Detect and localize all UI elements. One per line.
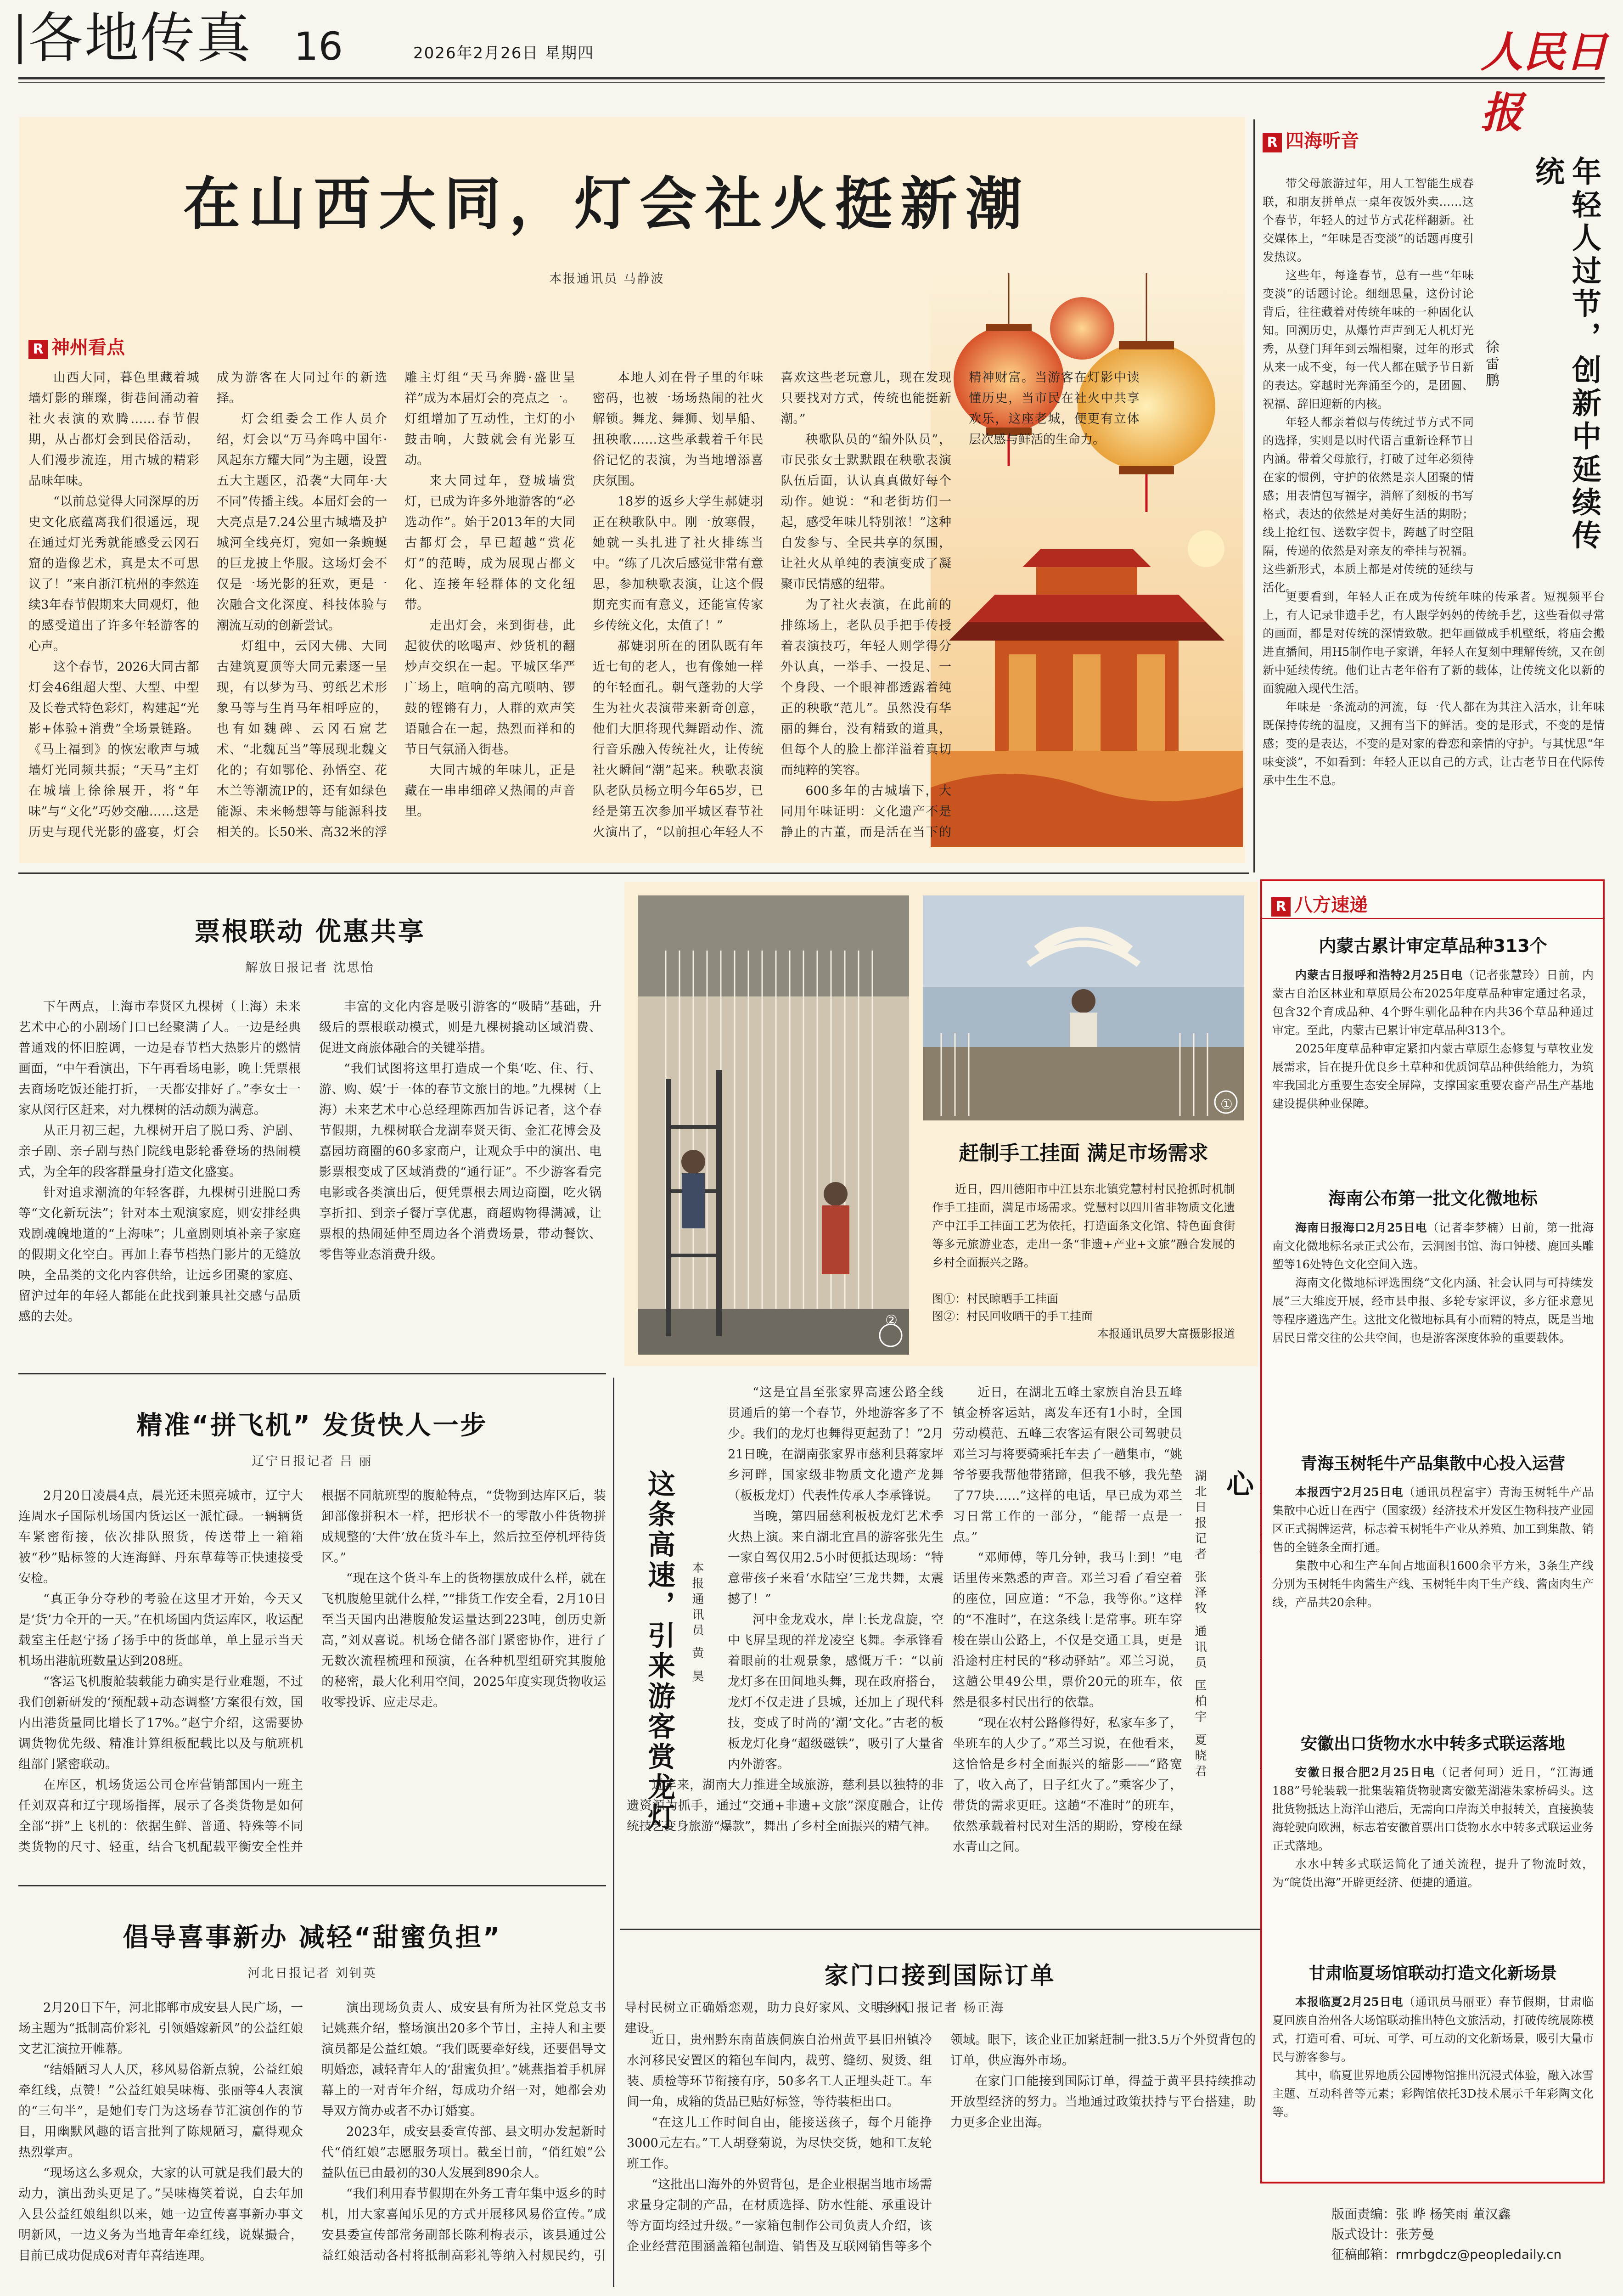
- piaogen-paragraph: 丰富的文化内容是吸引游客的“吸睛”基础，升级后的票根联动模式，则是九棵树撬动区域消费、促进文商旅体融合的关键举措。: [319, 1000, 601, 1055]
- gaosu-paragraph: 河中金龙戏水，岸上长龙盘旋，空中飞屏呈现的祥龙凌空飞舞。李承锋看着眼前的壮观景象，感慨万千：“以前龙灯多在田间地头舞，现在政府搭台，龙灯不仅走进了县城，还加上了现代科技，变成了时尚的‘潮’文化。”古老的板板龙灯化身“超级磁铁”，吸引了大量省内外游客。: [728, 1613, 943, 1772]
- bafang-item-text: 海南日报海口2月25日电（记者李梦楠）日前，第一批海南文化微地标名录正式公布，云洞图书馆、海口钟楼、鹿回头雕塑等16处特色文化空间入选。: [1272, 1221, 1594, 1271]
- piaogen-headline: 票根联动 优惠共享: [194, 917, 426, 947]
- lead-paragraph: 走出灯会，来到街巷，此起彼伏的吆喝声、炒货机的翻炒声交织在一起。平城区华严广场上，喧响的高亢唢呐、锣鼓的铿锵有力，人群的欢声笑语融合在一起，热烈而祥和的节日气氛涌入街巷。: [404, 619, 575, 757]
- lead-paragraph: 来大同过年，登城墙赏灯，已成为许多外地游客的“必选动作”。始于2013年的大同古都灯会，早已超越“赏花灯”的范畴，成为展现古都文化、连接年轻群体的文化纽带。: [404, 474, 575, 612]
- changdao-paragraph: 2月20日下午，河北邯郸市成安县人民广场，一场主题为“抵制高价彩礼 引领婚嫁新风”的公益红娘文艺汇演拉开帷幕。: [18, 2001, 303, 2056]
- footer-credits: [1331, 2204, 1561, 2265]
- photo-noodle-drying: [638, 895, 909, 1355]
- bafang-item-text2: 2025年度草品种审定紧扣内蒙古草原生态修复与草牧业发展需求，旨在提升优良乡土草种和优质饲草品种供给能力，为筑牢我国北方重要生态安全屏障，支撑国家重要农畜产品生产基地建设提供种业保障。: [1272, 1042, 1594, 1110]
- changdao-byline: 河北日报记者 刘钊英: [247, 1966, 377, 1981]
- column-r-icon: R: [28, 340, 48, 359]
- sihai-paragraph: 带父母旅游过年，用人工智能生成春联，和朋友拼单点一桌年夜饭外卖……这个春节，年轻人的过节方式花样翻新。社交媒体上，“年味是否变淡”的话题再度引发热议。: [1263, 177, 1474, 264]
- jiamen-headline: 家门口接到国际订单: [824, 1962, 1056, 1990]
- lead-paragraph: 灯组中，云冈大佛、大同古建筑夏顶等大同元素逐一呈现，有以梦为马、剪纸艺术形象马等与生肖马年相呼应的，也有如魏碑、云冈石窟艺术、“北魏瓦当”等展现北魏文化的；有如鄂伦、孙悟空、花木兰等潮流IP的，还有如绿色能源、未来畅想等与能源科技相关的。长50米、高32米的浮雕主灯组“天马奔腾·盛世呈祥”成为本届灯会的亮点之一。灯组增加了互动性，主灯的小鼓击响，大鼓就会有光影互动。: [216, 371, 575, 839]
- lead-paragraph: 灯会组委会工作人员介绍，灯会以“万马奔鸣中国年·风起东方耀大同”为主题，设置五大主题区，沿袭“大同年·大不同”传播主线。本届灯会的一大亮点是7.24公里古城墙及护城河全线亮灯，宛如一条蜿蜒的巨龙披上华服。这场灯会不仅是一场光影的狂欢，更是一次融合文化深度、科技体验与潮流互动的创新尝试。: [216, 412, 387, 633]
- section-divider: [18, 872, 1249, 874]
- bafang-box: [1260, 879, 1605, 2183]
- column-r-icon: R: [1263, 133, 1282, 152]
- bafang-item-text: 安徽日报合肥2月25日电（记者何珂）近日，“江海通188”号轮装载一批集装箱货物驶离安徽芜湖港朱家桥码头。这批货物抵达上海洋山港后，无需向口岸海关申报转关，直接换装海轮驶向欧洲，标志着安徽首票出口货物水水中转多式联运业务正式落地。: [1272, 1766, 1594, 1852]
- lead-story: [19, 117, 1245, 863]
- piaogen-paragraph: 针对追求潮流的年轻客群，九棵树引进脱口秀等“文化新玩法”；针对本土观演家庭，则安排经典戏剧魂魄地道的“上海味”；儿童剧则填补亲子家庭的假期文化空白。再加上春节档热门影片的无缝放映，全品类的文化内容供给，让远乡团聚的家庭、留沪过年的年轻人都能在此找到兼具社交感与品质感的去处。: [18, 1186, 301, 1324]
- photo-caption: 近日，四川德阳市中江县东北镇党慧村村民抢抓时机制作手工挂面，满足市场需求。党慧村以四川省非物质文化遗产中江手工挂面工艺为依托，打造面条文化馆、特色面食街等多元旅游业态，走出一条“非遗+产业+文旅”融合发展的乡村全面振兴之路。: [932, 1182, 1235, 1269]
- bafang-item-text: 本报临夏2月25日电（通讯员马丽亚）春节假期，甘肃临夏回族自治州各大场馆联动推出特色文旅活动，打破传统展陈模式，打造可看、可玩、可学、可互动的文化新场景，吸引大量市民与游客参与。: [1272, 1995, 1594, 2064]
- photo-badge-1: ①: [1220, 1097, 1233, 1113]
- piaogen-paragraph: “我们试图将这里打造成一个集‘吃、住、行、游、购、娱’于一体的春节文旅目的地。”九棵树（上海）未来艺术中心总经理陈西加告诉记者，这个春节假期，九棵树联合龙湖奉贤天街、金汇花博会及嘉园坊商圈的60多家商户，让观众手中的演出、电影票根变成了区域消费的“通行证”。不少游客看完电影或各类演出后，便凭票根去周边商圈，吃火锅享折扣、到亲子餐厅享优惠，商超购物得满减，让票根的热闹延伸至周边各个消费场景，带动餐饮、零售等业态消费升级。: [319, 1062, 601, 1262]
- photo-fig1: 图①：村民晾晒手工挂面: [932, 1292, 1059, 1306]
- header-rule-thin: [18, 82, 1605, 83]
- sihai-paragraph: 年轻人都亲着似与传统过节方式不同的选择，实则是以时代语言重新诠释节日内涵。带着父母旅行，打破了过年必须待在家的惯例，守护的依然是亲人团聚的情感；用表情包写福字，消解了刻板的书写格式，表达的依然是对美好生活的期盼；线上抢红包、送数字贺卡，跨越了时空阻隔，传递的依然是对亲友的牵挂与祝福。这些新形式，本质上都是对传统的延续与活化。: [1263, 416, 1474, 594]
- photo-badge-2: ②: [885, 1312, 898, 1328]
- lead-paragraph: 为了社火表演，在此前的排练场上，老队员手把手传授着表演技巧，年轻人则学得分外认真，一举手、一投足、一个身段、一个眼神都透露着纯正的秧歌“范儿”。虽然没有华丽的舞台，没有精致的道具，但每个人的脸上都洋溢着真切而纯粹的笑容。: [781, 598, 951, 777]
- gaosu-paragraph: “这是宜昌至张家界高速公路全线贯通后的第一个春节，外地游客多了不少。我们的龙灯也舞得更起劲了！”2月21日晚，在湖南张家界市慈利县蒋家坪乡河畔，国家级非物质文化遗产龙舞（板板龙灯）代表性传承人李承锋说。: [728, 1385, 943, 1503]
- sihai-paragraph: 这些年，每逢春节，总有一些“年味变淡”的话题讨论。细细思量，这份讨论背后，往往藏着对传统年味的一种固化认知。回溯历史，从爆竹声声到无人机灯光秀，从登门拜年到云端相聚，过年的形式从来一成不变，每一代人都在赋予节日新的表达。穿越时光奔涌至今的，是团圆、祝福、辞旧迎新的内核。: [1263, 269, 1474, 411]
- column-divider: [1253, 119, 1255, 872]
- jiamen-body: [627, 2030, 1256, 2287]
- newspaper-logo: 人民日报: [1481, 27, 1608, 137]
- banche-paragraph: “现在农村公路修得好，私家车多了，坐班车的人少了。”邓兰习说，在他看来，这恰恰是乡村全面振兴的缩影——“路宽了，收入高了，日子红火了。”乘客少了，带货的需求更旺。这趟“不准时”的班车，依然承载着村民对生活的期盼，穿梭在绿水青山之间。: [953, 1716, 1182, 1854]
- section-title: 各地传真: [28, 6, 253, 70]
- lead-paragraph: 600多年的古城墙下，大同用年味证明：文化遗产不是静止的古董，而是活在当下的精神财富。当游客在灯影中读懂历史，当市民在社火中共享欢乐，这座老城，便更有立体层次感与鲜活的生命力。: [781, 371, 1140, 839]
- changdao-paragraph: 演出现场负责人、成安县有所为社区党总支书记姚燕介绍，整场演出20多个节目，主持人和主要演员都是公益红娘。“我们既要牵好线，还要倡导文明婚恋，减轻青年人的‘甜蜜负担’。”姚燕指着手机屏幕上的一对青年介绍，每成功介绍一对，她都会劝导双方简办或者不办订婚宴。: [321, 2001, 606, 2118]
- photo-noodle-tossing: [923, 895, 1244, 1120]
- lead-paragraph: 郝婕羽所在的团队既有年近七旬的老人，也有像她一样的年轻面孔。朝气蓬勃的大学生为社火表演带来新奇创意，他们大胆将现代舞蹈动作、流行音乐融入传统社火，让传统社火瞬间“潮”起来。秧歌表演队老队员杨立明今年65岁，已经是第五次参加平城区春节社火演出了，“以前担心年轻人不喜欢这些老玩意儿，现在发现只要找对方式，传统也能挺新潮。”: [592, 371, 951, 839]
- banche-headline: 心: [1222, 1469, 1254, 1500]
- section-bar: [18, 14, 22, 64]
- lead-headline: 在山西大同，灯会社火挺新潮: [183, 171, 1031, 237]
- sihai-body-top: [1263, 174, 1474, 594]
- changdao-paragraph: “结婚陋习人人厌，移风易俗新点貌，公益红娘牵红线，点赞！”公益红娘吴味梅、张丽等4人表演的“三句半”，是她们专门为这场春节汇演创作的节目，用幽默风趣的语言批判了陈规陋习，赢得观众热烈掌声。: [18, 2063, 303, 2160]
- lead-paragraph: 大同古城的年味儿，正是藏在一串串细碎又热闹的声音里。: [404, 763, 575, 819]
- photo-headline: 赶制手工挂面 满足市场需求: [959, 1142, 1208, 1165]
- bafang-item-5: [1272, 1960, 1594, 2122]
- jiamen-paragraph: “这批出口海外的外贸背包，是企业根据当地市场需求量身定制的产品，在材质选择、防水性能、承重设计等方面均经过升级。”一家箱包制作公司负责人介绍，该企业经营范围涵盖箱包制造、销售及互联网销售等多个领域。眼下，该企业正加紧赶制一批3.5万个外贸背包的订单，供应海外市场。: [627, 2033, 1256, 2254]
- banche-paragraph: 近日，在湖北五峰土家族自治县五峰镇金桥客运站，离发车还有1小时，全国劳动模范、五峰三农客运有限公司驾驶员邓兰习与将要骑乘托车去了一趟集市，“姚爷爷要我帮他带猪蹄，但我不够，我先垫了77块……”这样的电话，早已成为邓兰习日常工作的一部分，“能帮一点是一点。”: [953, 1385, 1182, 1544]
- sihai-author: 徐雷鹏: [1483, 340, 1499, 389]
- lead-body: [28, 367, 1140, 854]
- page-number: 16: [294, 24, 343, 69]
- column-divider: [613, 1378, 614, 2287]
- section-divider: [18, 1885, 606, 1886]
- jiamen-byline: 贵州日报记者 杨正海: [875, 2001, 1005, 2015]
- jingzhun-paragraph: “真正争分夺秒的考验在这里才开始，今天又是‘货’力全开的一天。”在机场国内货运库区，收运配载室主任赵宁扬了扬手中的货邮单，单上显示当天机场出港航班数量达到208班。: [18, 1592, 303, 1668]
- lantern-illustration: [931, 273, 1243, 847]
- bafang-item-title: 安徽出口货物水水中转多式联运落地: [1300, 1734, 1565, 1753]
- section-divider: [18, 1373, 606, 1374]
- footer-email: 征稿邮箱：rmrbgdcz@peopledaily.cn: [1331, 2247, 1562, 2262]
- sihai-paragraph: 年味是一条流动的河流，每一代人都在为其注入活水，让年味既保持传统的温度，又拥有当下的鲜活。变的是形式，不变的是情感；变的是表达，不变的是对家的眷恋和亲情的守护。与其忧思“年味变淡”，不如看到：年轻人正以自己的方式，让古老节日在代际传承中生生不息。: [1263, 700, 1605, 787]
- bafang-item-4: [1272, 1731, 1594, 1892]
- lead-paragraph: 18岁的返乡大学生郝婕羽正在秧歌队中。刚一放寒假，她就一头扎进了社火排练当中。“练了几次后感觉非常有意思，参加秧歌表演，让这个假期充实而有意义，还能宣传家乡传统文化，太值了！”: [592, 495, 764, 633]
- banche-paragraph: “邓师傅，等几分钟，我马上到！”电话里传来熟悉的声音。邓兰习看了看空着的座位，回应道：“不急，我等你。”这样的“不准时”，在这条线上是常事。班车穿梭在崇山公路上，不仅是交通工具，更是沿途村庄村民的“移动驿站”。邓兰习说，这趟公里49公里，票价20元的班车，依然是很多村民出行的依靠。: [953, 1551, 1182, 1710]
- jingzhun-headline: 精准“拼飞机” 发货快人一步: [136, 1411, 488, 1441]
- bafang-item-text: 本报西宁2月25日电（通讯员程富宇）青海玉树牦牛产品集散中心近日在西宁（国家级）经济技术开发区生物科技产业园区正式揭牌运营，标志着玉树牦牛产业从养殖、加工到集散、销售的全链条全面打通。: [1272, 1486, 1594, 1554]
- gaosu-paragraph: 近年来，湖南大力推进全域旅游，慈利县以独特的非遗资源为抓手，通过“交通+非遗+文旅”深度融合，让传统技艺变身旅游“爆款”，舞出了乡村全面振兴的精气神。: [627, 1778, 943, 1834]
- banche-body: [953, 1382, 1182, 1910]
- jiamen-paragraph: “在这儿工作时间自由，能接送孩子，每个月能挣3000元左右。”工人胡登菊说，为尽快交货，她和工友轮班工作。: [627, 2116, 932, 2171]
- bafang-item-2: [1272, 1184, 1594, 1347]
- bafang-item-text: 内蒙古日报呼和浩特2月25日电（记者张慧玲）日前，内蒙古自治区林业和草原局公布2025年度草品种审定通过名录，包含32个育成品种、4个野生驯化品种在内共36个草品种通过审定。至此，内蒙古已累计审定草品种313个。: [1272, 968, 1594, 1037]
- sihai-headline: 年轻人过节，创新中延续传统: [1530, 156, 1601, 553]
- bafang-item-1: [1272, 932, 1594, 1113]
- jingzhun-paragraph: 在库区，机场货运公司仓库营销部国内一班主任刘双喜和辽宁现场指挥，展示了各类货物是如何全部“拼”上飞机的：依据生鲜、普通、特殊等不同类货物的尺寸、轻重，结合飞机配载平衡安全性并根据不同航班型的腹舱特点，“货物到达库区后，装卸部像拼积木一样，把形状不一的零散小件货物拼成规整的‘大件’放在货斗车上，然后拉至停机坪待货区。”: [18, 1489, 606, 1854]
- changdao-paragraph: “我们利用春节假期在外务工青年集中返乡的时机，用大家喜闻乐见的方式开展移风易俗宣传。”成安县委宣传部常务副部长陈利梅表示，该县通过公益红娘活动各村将抵制高彩礼等纳入村规民约，引导村民树立正确婚恋观，助力良好家风、文明乡风建设。: [321, 2001, 909, 2263]
- gaosu-body: [627, 1382, 943, 1910]
- piaogen-paragraph: 从正月初三起，九棵树开启了脱口秀、沪剧、亲子剧、亲子剧与热门院线电影轮番登场的热闹模式，为全年的段客群量身打造文化盛宴。: [18, 1124, 301, 1179]
- jiamen-paragraph: 近日，贵州黔东南苗族侗族自治州黄平县旧州镇冷水河移民安置区的箱包车间内，裁剪、缝纫、熨烫、组装、质检等环节衔接有序，50多名工人正埋头赶工。车间一角，成箱的货品已贴好标签，等待装柜出口。: [627, 2033, 932, 2109]
- footer-editor: 版面责编：张 晔 杨笑雨 董汉鑫: [1331, 2206, 1511, 2222]
- jingzhun-body: [18, 1486, 606, 1874]
- bafang-item-title: 内蒙古累计审定草品种313个: [1319, 936, 1547, 956]
- photo-feature: [624, 882, 1258, 1366]
- header-rule: [18, 77, 1605, 79]
- bafang-item-text2: 其中，临夏世界地质公园博物馆推出沉浸式体验，融入冰雪主题、互动科普等元素；彩陶馆依托3D技术展示千年彩陶文化等。: [1272, 2069, 1594, 2119]
- lead-paragraph: 这个春节，2026大同古都灯会46组超大型、大型、中型及长卷式特色彩灯，构建起“光影+体验+消费”全场景链路。《马上福到》的恢宏歌声与城墙灯光同频共振；“天马”主灯在城墙上徐徐展开，将“年味”与“文化”巧妙交融……这是历史与现代光影的盛宴，灯会成为游客在大同过年的新选择。: [28, 371, 387, 839]
- changdao-paragraph: 2023年，成安县委宣传部、县文明办发起新时代“俏红娘”志愿服务项目。截至目前，“俏红娘”公益队伍已由最初的30人发展到890余人。: [321, 2125, 606, 2180]
- lead-paragraph: 本地人刘在骨子里的年味密码，也被一场场热闹的社火解锁。舞龙、舞狮、划旱船、扭秧歌……这些承载着千年民俗记忆的表演，为当地增添喜庆氛围。: [592, 371, 764, 488]
- sihai-body-bottom: [1263, 588, 1605, 863]
- issue-date: 2026年2月26日 星期四: [413, 44, 595, 62]
- piaogen-byline: 解放日报记者 沈思怡: [245, 961, 375, 975]
- bafang-item-3: [1272, 1451, 1594, 1612]
- bafang-item-text2: 集散中心和生产车间占地面积1600余平方米，3条生产线分别为玉树牦牛肉酱生产线、玉树牦牛肉干生产线、酱卤肉生产线，产品共20余种。: [1272, 1559, 1594, 1609]
- changdao-paragraph: “现场这么多观众，大家的认可就是我们最大的动力，演出劲头更足了。”吴味梅笑着说，自去年加入县公益红娘组织以来，她一边宣传喜事新办事文明新风，一边义务为当地青年牵红线，说媒撮合，目前已成功促成6对青年喜结连理。: [18, 2166, 303, 2263]
- column-r-icon: R: [1271, 897, 1291, 917]
- jiamen-paragraph: 在家门口能接到国际订单，得益于黄平县持续推动开放型经济的努力。当地通过政策扶持与平台搭建，助力更多企业出海。: [950, 2074, 1256, 2130]
- jingzhun-paragraph: 2月20日凌晨4点，晨光还未照亮城市，辽宁大连周水子国际机场国内货运区一派忙碌。一辆辆货车紧密衔接，依次排队照货，传送带上一箱箱被“秒”贴标签的大连海鲜、丹东草莓等正快速接受安检。: [18, 1489, 303, 1586]
- bafang-rule: [1262, 918, 1603, 919]
- sihai-paragraph: 更要看到，年轻人正在成为传统年味的传承者。短视频平台上，有人记录非遗手艺，有人跟学妈妈的传统手艺，这些看似寻常的画面，都是对传统的深情致敬。把年画做成手机壁纸，将庙会搬进直播间，用H5制作电子家谱，年轻人在复刻中理解传统，又在创新中延续传统。他们让古老年俗有了新的载体，让传统文化以新的面貌融入现代生活。: [1263, 590, 1605, 695]
- gaosu-headline: 这条高速，引来游客赏龙灯: [643, 1469, 675, 1833]
- lead-paragraph: 秧歌队员的“编外队员”，市民张女士默默跟在秧歌表演队伍后面，认认真真做好每个动作。她说：“和老街坊们一起，感受年味儿特别浓！”这种自发参与、全民共享的氛围，让社火从单纯的表演变成了凝聚市民情感的纽带。: [781, 433, 951, 591]
- jingzhun-paragraph: “客运飞机腹舱装载能力确实是行业难题，不过我们创新研发的‘预配载+动态调整’方案很有效，国内出港货量同比增长了17%。”赵宁介绍，这需要协调货物优先级、精准计算组板配载比以及与航班机组部门紧密联动。: [18, 1675, 303, 1772]
- lead-paragraph: “以前总觉得大同深厚的历史文化底蕴离我们很遥远，现在通过灯光秀就能感受云冈石窟的造像艺术，真是太不可思议了！”来自浙江杭州的李然连续3年春节假期来大同观灯，他的感受道出了许多年轻游客的心声。: [28, 495, 199, 653]
- piaogen-body: [18, 996, 601, 1355]
- bafang-item-text2: 水水中转多式联运简化了通关流程，提升了物流时效，为“皖货出海”开辟更经济、便捷的通道。: [1272, 1857, 1594, 1889]
- column-label-shenzhou: R 神州看点: [28, 333, 125, 359]
- column-label-sihai: R 四海听音: [1263, 126, 1359, 152]
- banche-byline: 湖北日报记者 张泽牧 通讯员 匡柏宇 夏晓君: [1193, 1469, 1207, 1781]
- piaogen-paragraph: 下午两点，上海市奉贤区九棵树（上海）未来艺术中心的小剧场门口已经聚满了人。一边是经典普通戏的怀旧腔调，一边是春节档大热影片的燃情画面，“中午看演出，下午再看场电影，晚上凭票根去商场吃饭还能打折，一天都安排好了。”李女士一家从闵行区赶来，对九棵树的活动颇为满意。: [18, 1000, 301, 1117]
- bafang-item-text2: 海南文化微地标评选围绕“文化内涵、社会认同与可持续发展”三大维度开展，经市县申报、多轮专家评议，多方征求意见等程序遴选产生。这批文化微地标具有小而精的特点，既是当地居民日常交往的公共空间，也是游客深度体验的重要载体。: [1272, 1276, 1594, 1345]
- bafang-item-title: 青海玉树牦牛产品集散中心投入运营: [1300, 1454, 1565, 1473]
- gaosu-byline: 本报通讯员 黄 昊: [690, 1561, 704, 1686]
- jingzhun-byline: 辽宁日报记者 吕 丽: [252, 1454, 373, 1469]
- footer-designer: 版式设计：张芳曼: [1331, 2227, 1435, 2242]
- photo-credit: 本报通讯员罗大富摄影报道: [1097, 1327, 1235, 1340]
- lead-paragraph: 山西大同，暮色里藏着城墙灯影的璀璨，街巷间涌动着社火表演的欢腾……春节假期，从古都灯会到民俗活动，人们漫步流连，用古城的精彩品味年味。: [28, 371, 199, 488]
- jingzhun-paragraph: “现在这个货斗车上的货物摆放成什么样，就在飞机腹舱里就什么样，”“排货工作安全看，2月10日至当天国内出港腹舱发运量达到223吨，创历史新高，”刘双喜说。机场仓储各部门紧密协作，进行了无数次流程梳理和预演，在各种机型组研究其腹舱的秘密，最大化利用空间，2025年度实现货物收运收零投诉、应走尽走。: [321, 1571, 606, 1710]
- changdao-headline: 倡导喜事新办 减轻“甜蜜负担”: [123, 1923, 502, 1953]
- photo-fig2: 图②：村民回收晒干的手工挂面: [932, 1310, 1093, 1323]
- column-label-bafang: R 八方速递: [1271, 890, 1368, 917]
- lead-byline: 本报通讯员 马静波: [549, 272, 665, 286]
- bafang-item-title: 甘肃临夏场馆联动打造文化新场景: [1309, 1964, 1557, 1983]
- bafang-item-title: 海南公布第一批文化微地标: [1328, 1188, 1538, 1209]
- gaosu-paragraph: 当晚，第四届慈利板板龙灯艺术季火热上演。来自湖北宜昌的游客张先生一家自驾仅用2.5小时便抵达现场：“特意带孩子来看‘水陆空’三龙共舞，太震撼了！”: [728, 1509, 943, 1606]
- section-divider: [620, 1929, 1260, 1930]
